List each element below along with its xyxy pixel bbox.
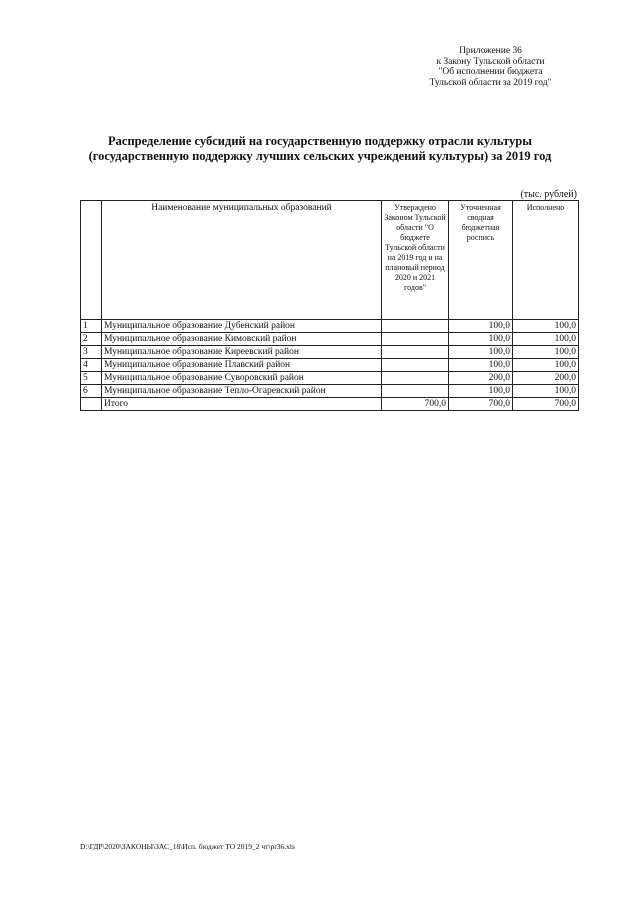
row-refined: 100,0 [449, 359, 513, 372]
total-row [81, 398, 579, 411]
header-approved: Утверждено Законом Тульской области "О бюджете Тульской области на 2019 год и на плановый период 2020 и 2021 годов" [382, 201, 449, 320]
row-refined: 100,0 [449, 385, 513, 398]
row-refined: 200,0 [449, 372, 513, 385]
table-row [81, 346, 579, 359]
row-approved [382, 346, 449, 359]
row-refined: 100,0 [449, 320, 513, 333]
units-label: (тыс. рублей) [520, 189, 577, 200]
appendix-line-3: "Об исполнении бюджета [438, 67, 543, 77]
document-title [60, 134, 580, 164]
file-path-footer: D:\ГДР\2020\ЗАКОНЫ\ЗАС_18\Исп. бюджет ТО 2019_2 чт\pr36.xls [80, 842, 295, 851]
row-executed: 100,0 [513, 320, 579, 333]
total-executed: 700,0 [513, 398, 579, 411]
header-index [81, 201, 102, 320]
row-index: 3 [81, 346, 102, 359]
row-executed: 100,0 [513, 346, 579, 359]
row-approved [382, 333, 449, 346]
header-refined: Уточненная сводная бюджетная роспись [449, 201, 513, 320]
appendix-note [398, 46, 583, 88]
title-line-1: Распределение субсидий на государственную поддержку отрасли культуры [108, 134, 532, 148]
total-approved: 700,0 [382, 398, 449, 411]
total-refined: 700,0 [449, 398, 513, 411]
appendix-line-4: Тульской области за 2019 год" [429, 77, 552, 88]
table-row [81, 385, 579, 398]
row-name: Муниципальное образование Дубенский район [102, 320, 382, 333]
table-row [81, 320, 579, 333]
row-name: Муниципальное образование Суворовский район [102, 372, 382, 385]
title-line-2: (государственную поддержку лучших сельских учреждений культуры) за 2019 год [88, 149, 552, 163]
row-executed: 100,0 [513, 359, 579, 372]
row-index: 4 [81, 359, 102, 372]
row-name: Муниципальное образование Киреевский район [102, 346, 382, 359]
row-name: Муниципальное образование Кимовский район [102, 333, 382, 346]
header-name: Наименование муниципальных образований [102, 201, 382, 320]
row-approved [382, 359, 449, 372]
row-name: Муниципальное образование Плавский район [102, 359, 382, 372]
table-row [81, 372, 579, 385]
table-row [81, 333, 579, 346]
table-row [81, 359, 579, 372]
subsidy-table [80, 200, 579, 411]
row-index: 1 [81, 320, 102, 333]
appendix-line-2: к Закону Тульской области [436, 56, 545, 67]
row-approved [382, 385, 449, 398]
row-name: Муниципальное образование Тепло-Огаревский район [102, 385, 382, 398]
row-approved [382, 320, 449, 333]
total-label: Итого [102, 398, 382, 411]
row-approved [382, 372, 449, 385]
row-refined: 100,0 [449, 333, 513, 346]
row-index: 5 [81, 372, 102, 385]
header-executed: Исполнено [513, 201, 579, 320]
row-executed: 200,0 [513, 372, 579, 385]
row-index: 6 [81, 385, 102, 398]
table-header-row [81, 201, 579, 320]
row-refined: 100,0 [449, 346, 513, 359]
row-executed: 100,0 [513, 385, 579, 398]
row-executed: 100,0 [513, 333, 579, 346]
row-index: 2 [81, 333, 102, 346]
total-index [81, 398, 102, 411]
appendix-line-1: Приложение 36 [459, 46, 522, 56]
